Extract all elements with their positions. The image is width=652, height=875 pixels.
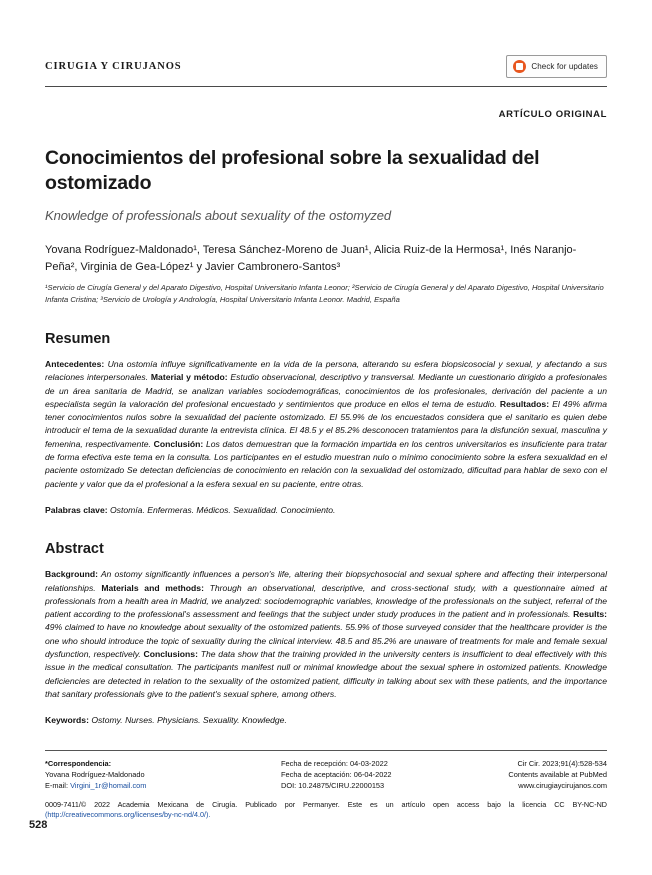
correspondence-block bbox=[45, 758, 281, 791]
contents-availability[interactable]: Contents available at PubMed bbox=[508, 769, 607, 779]
abstract-keywords-label: Keywords: bbox=[45, 715, 89, 726]
correspondence-email[interactable]: Virgini_1r@homail.com bbox=[70, 780, 147, 790]
footer-metadata bbox=[45, 750, 607, 791]
received-date: 04-03-2022 bbox=[350, 758, 388, 768]
doi-value[interactable]: 10.24875/CIRU.22000153 bbox=[298, 780, 385, 790]
affiliations: ¹Servicio de Cirugía General y del Aparato Digestivo, Hospital Universitario Infanta Leonor; ²Servicio de Cirugía General y del Aparato Digestivo, Hospital Universitario Infanta Cristina; ³Servicio de Urología y Andrología, Hospital Universitario Infanta Leonor. Madrid, España bbox=[45, 283, 604, 304]
doi-label: DOI: bbox=[281, 780, 297, 790]
abstract-keywords bbox=[45, 714, 607, 727]
resumen-text: Antecedentes: Una ostomía influye significativamente en la vida de la persona, alterando su esfera biopsicosocial y sexual, y afectando a sus relaciones interpersonales. Material y método: Estudio observacional, descriptivo y transversal. Mediante un cuestionario dirigido a profesionales de un área sanitaria de Madrid, se analizan variables sociodemográficas, conocimientos de los profesionales, derivación del paciente a un especialista según la valoración del profesional encuestado y sentimientos que produce en ellos el tema de estudio. Resultados: El 49% afirma tener conocimientos nulos sobre la sexualidad del paciente ostomizado. El 55.9% de los encuestados considera que el sanitario es quien debe introducir el tema de la sexualidad durante la entrevista clínica. El 48.5 y el 85.2% desconocen tratamientos para la disfunción sexual, masculina y femenina, respectivamente. Conclusión: Los datos demuestran que la formación impartida en los centros universitarios es insuficiente para tratar de forma efectiva este tema en la consulta. Los participantes en el estudio muestran nulo o mínimo conocimiento sobre la esfera sexualidad en el paciente ostomizado Se detectan deficiencias de conocimiento en relación con la sexualidad del ostomizado, dificultad para hablar de sexo con el paciente y valor que da el profesional a la esfera sexual en su paciente, entre otras. bbox=[45, 359, 607, 489]
abstract-keywords-value: Ostomy. Nurses. Physicians. Sexuality. Knowledge. bbox=[91, 715, 287, 726]
title-english: Knowledge of professionals about sexuality of the ostomyzed bbox=[45, 208, 392, 223]
page-content bbox=[45, 0, 607, 821]
masthead bbox=[45, 55, 607, 87]
citation-line: Cir Cir. 2023;91(4):528-534 bbox=[517, 758, 607, 768]
page-number: 528 bbox=[29, 819, 48, 831]
section-heading-resumen: Resumen bbox=[45, 331, 111, 347]
article-type: ARTÍCULO ORIGINAL bbox=[498, 109, 607, 120]
dates-block bbox=[281, 758, 451, 791]
received-row bbox=[281, 758, 451, 769]
author-list bbox=[45, 242, 607, 275]
accepted-label: Fecha de aceptación: bbox=[281, 769, 352, 779]
check-for-updates-badge[interactable] bbox=[506, 55, 607, 78]
correspondence-label: *Correspondencia: bbox=[45, 758, 112, 768]
accepted-date: 06-04-2022 bbox=[353, 769, 392, 779]
check-for-updates-label: Check for updates bbox=[531, 62, 598, 71]
accepted-row bbox=[281, 769, 451, 780]
journal-title: CIRUGIA Y CIRUJANOS bbox=[45, 61, 182, 72]
correspondence-email-label: E-mail: bbox=[45, 780, 68, 790]
resumen-keywords-value: Ostomía. Enfermeras. Médicos. Sexualidad. Conocimiento. bbox=[109, 504, 336, 515]
doi-row bbox=[281, 780, 451, 791]
crossmark-icon bbox=[513, 60, 526, 73]
abstract-text: Background: An ostomy significantly influences a person's life, altering their biopsychosocial and sexual sphere and affecting their interpersonal relationships. Materials and methods: Through an observational, descriptive, and cross-sectional study, with a questionnaire aimed at professionals from a health area in Madrid, we analyzed: sociodemographic variables, knowledge of the professionals on the subject, referral of the patient according to the professional's assessment and feelings that the subject under study produces in the patient and in professionals. Results: 49% claimed to have no knowledge about sexuality of the ostomized patients. 55.9% of those surveyed consider that the healthcare provider is the one who should introduce the topic of sexuality during the clinical interview. 48.5 and 85.2% are unaware of treatments for male and female sexual dysfunction, respectively. Conclusions: The data show that the training provided in the university centers is insufficient to deal effectively with this issue in the medical consultation. The participants manifest null or minimal knowledge about the sexual sphere in ostomized patients. Knowledge deficiencies are detected in relation to the sexuality of the ostomized patient, difficulty in talking about sex with these patients, and the importance that sanitary professionals give to the patient's sexual sphere, among others. bbox=[45, 569, 608, 699]
section-heading-abstract: Abstract bbox=[45, 541, 104, 558]
correspondence-email-row bbox=[45, 780, 281, 791]
license-notice: 0009-7411/© 2022 Academia Mexicana de Cirugía. Publicado por Permanyer. Este es un artículo open access bajo la licencia CC BY-NC-ND (http://creativecommons.org/licenses/by-nc-nd/4.0/). bbox=[45, 799, 607, 820]
author-names: Yovana Rodríguez-Maldonado¹, Teresa Sánchez-Moreno de Juan¹, Alicia Ruiz-de la Hermosa¹, Inés Naranjo-Peña², Virginia de Gea-López¹ y Javier Cambronero-Santos³ bbox=[45, 244, 577, 273]
citation-block bbox=[451, 758, 607, 791]
resumen-keywords-label: Palabras clave: bbox=[45, 504, 108, 515]
journal-website[interactable]: www.cirugiaycirujanos.com bbox=[518, 780, 607, 790]
received-label: Fecha de recepción: bbox=[281, 758, 348, 768]
page-title: Conocimientos del profesional sobre la sexualidad del ostomizado bbox=[45, 147, 540, 194]
correspondence-name: Yovana Rodríguez-Maldonado bbox=[45, 769, 145, 779]
resumen-keywords bbox=[45, 504, 607, 517]
